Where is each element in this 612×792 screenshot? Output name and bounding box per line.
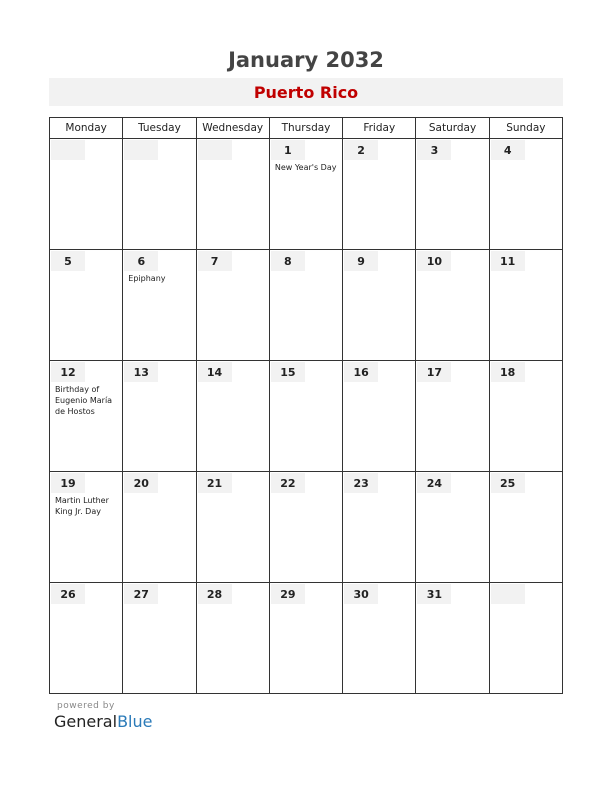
day-cell [269, 250, 342, 361]
day-cell [50, 583, 123, 694]
day-number-box [344, 140, 378, 160]
day-number-box [344, 584, 378, 604]
day-cell [196, 472, 269, 583]
day-cell [416, 361, 489, 472]
day-number-box [417, 473, 451, 493]
day-number-box [124, 584, 158, 604]
day-number-box [198, 362, 232, 382]
day-number-box [198, 473, 232, 493]
day-cell [123, 361, 196, 472]
day-number: 19 [60, 477, 76, 490]
holiday-label: New Year's Day [274, 163, 337, 172]
day-number: 17 [426, 366, 443, 379]
day-number: 25 [500, 477, 516, 490]
day-number: 1 [284, 144, 292, 157]
week-row [50, 583, 563, 694]
day-cell [269, 361, 342, 472]
day-cell [196, 361, 269, 472]
day-cell [50, 139, 123, 250]
weekday-header: Friday [343, 118, 416, 139]
day-cell [489, 361, 562, 472]
day-number: 22 [280, 477, 296, 490]
day-number: 18 [500, 366, 516, 379]
day-number-box [417, 584, 451, 604]
day-number: 28 [206, 588, 223, 601]
calendar-title: January 2032 [228, 48, 384, 72]
day-number-box [198, 584, 232, 604]
day-number: 10 [426, 255, 443, 268]
day-number-box [51, 362, 85, 382]
day-number: 7 [210, 255, 219, 268]
day-cell [343, 361, 416, 472]
week-row [50, 250, 563, 361]
day-cell [489, 250, 562, 361]
weekday-header-row [50, 118, 563, 139]
day-cell [416, 139, 489, 250]
day-number-box [124, 473, 158, 493]
day-number-box [344, 473, 378, 493]
day-number-box [124, 140, 158, 160]
day-number-box [417, 140, 451, 160]
day-number: 11 [500, 255, 516, 268]
generalblue-logo[interactable] [54, 712, 152, 731]
week-row [50, 472, 563, 583]
day-number: 24 [426, 477, 443, 490]
day-cell [489, 472, 562, 583]
powered-by-label: powered by [57, 701, 115, 711]
day-number: 5 [64, 255, 72, 268]
day-number: 3 [430, 144, 439, 157]
weekday-header: Thursday [269, 118, 342, 139]
day-cell [343, 250, 416, 361]
day-cell [196, 250, 269, 361]
day-number-box [124, 362, 158, 382]
holiday-label: Martin Luther King Jr. Day [55, 496, 109, 516]
day-number: 30 [353, 588, 369, 601]
day-cell [269, 472, 342, 583]
day-number-box [271, 251, 305, 271]
holiday-label: Birthday of Eugenio María de Hostos [55, 385, 113, 416]
day-cell [123, 583, 196, 694]
calendar-grid [49, 117, 563, 694]
day-number: 2 [357, 144, 365, 157]
day-number-box [124, 251, 158, 271]
day-number: 6 [137, 255, 146, 268]
weekday-header: Wednesday [196, 118, 269, 139]
day-number-box [417, 251, 451, 271]
day-cell [416, 472, 489, 583]
day-number: 29 [280, 588, 296, 601]
weekday-header: Monday [50, 118, 123, 139]
day-cell [416, 583, 489, 694]
day-number: 16 [353, 366, 369, 379]
day-number: 12 [60, 366, 76, 379]
day-number-box [491, 584, 525, 604]
day-number-box [491, 140, 525, 160]
day-number: 21 [206, 477, 223, 490]
day-number: 31 [426, 588, 443, 601]
day-number: 9 [357, 255, 365, 268]
day-cell [123, 250, 196, 361]
day-number-box [198, 251, 232, 271]
day-number-box [344, 251, 378, 271]
day-number-box [198, 140, 232, 160]
day-number-box [51, 140, 85, 160]
day-number: 23 [353, 477, 369, 490]
week-row [50, 361, 563, 472]
day-cell [196, 583, 269, 694]
weekday-header: Tuesday [123, 118, 196, 139]
day-number-box [344, 362, 378, 382]
week-row [50, 139, 563, 250]
day-number: 4 [503, 144, 512, 157]
day-cell [343, 472, 416, 583]
country-band [49, 78, 563, 106]
day-cell [416, 250, 489, 361]
day-number: 15 [280, 366, 296, 379]
day-cell [343, 583, 416, 694]
day-cell [489, 139, 562, 250]
day-cell [50, 472, 123, 583]
brand-blue: Blue [117, 712, 153, 731]
day-number-box [271, 473, 305, 493]
day-number-box [417, 362, 451, 382]
day-cell [489, 583, 562, 694]
day-cell [50, 361, 123, 472]
day-cell [196, 139, 269, 250]
day-cell [123, 472, 196, 583]
day-cell [50, 250, 123, 361]
day-number-box [51, 584, 85, 604]
day-number: 14 [206, 366, 223, 379]
day-number: 8 [284, 255, 292, 268]
day-cell [123, 139, 196, 250]
brand-general: General [54, 712, 118, 731]
day-cell [269, 583, 342, 694]
weekday-header: Saturday [416, 118, 489, 139]
day-number-box [491, 473, 525, 493]
day-number-box [271, 584, 305, 604]
day-cell [343, 139, 416, 250]
day-number-box [51, 251, 85, 271]
day-number-box [491, 362, 525, 382]
day-cell [269, 139, 342, 250]
day-number-box [51, 473, 85, 493]
day-number-box [271, 362, 305, 382]
day-number: 27 [133, 588, 149, 601]
day-number: 20 [133, 477, 149, 490]
day-number-box [491, 251, 525, 271]
day-number: 13 [133, 366, 149, 379]
country-name: Puerto Rico [253, 83, 359, 102]
holiday-label: Epiphany [128, 274, 166, 283]
day-number-box [271, 140, 305, 160]
day-number: 26 [60, 588, 76, 601]
weekday-header: Sunday [489, 118, 562, 139]
